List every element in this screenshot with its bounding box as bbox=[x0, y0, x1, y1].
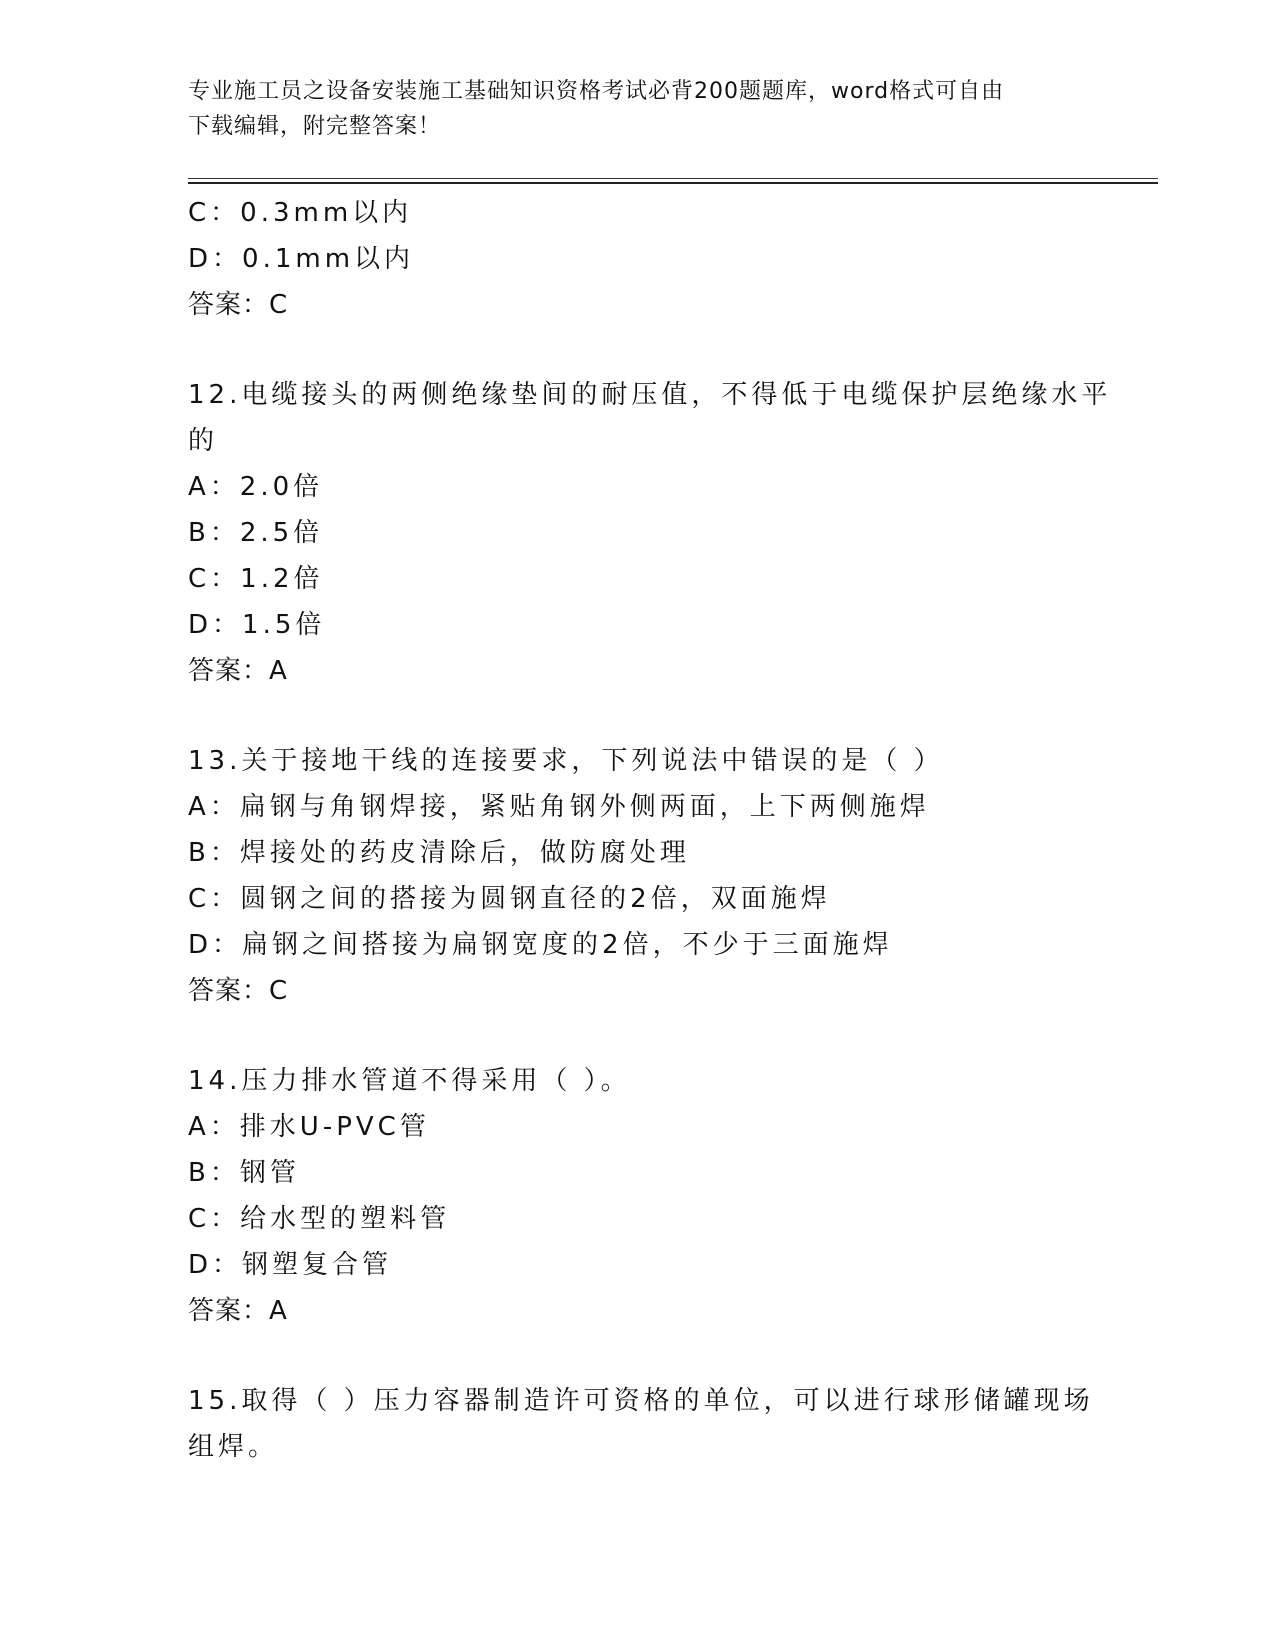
option-a: A：2.0倍 bbox=[188, 472, 324, 502]
answer: 答案：A bbox=[188, 1296, 288, 1326]
document-header bbox=[188, 74, 1088, 144]
option-c: C：给水型的塑料管 bbox=[188, 1204, 451, 1234]
option-c: C：0.3mm以内 bbox=[188, 198, 413, 228]
question-13 bbox=[188, 738, 1088, 1014]
question-stem-line-1: 15.取得（ ）压力容器制造许可资格的单位，可以进行球形储罐现场 bbox=[188, 1386, 1094, 1416]
option-a: A：排水U-PVC管 bbox=[188, 1112, 430, 1142]
option-d: D：扁钢之间搭接为扁钢宽度的2倍，不少于三面施焊 bbox=[188, 930, 893, 960]
option-d: D：0.1mm以内 bbox=[188, 244, 415, 274]
option-c: C：1.2倍 bbox=[188, 564, 324, 594]
question-stem-line-2: 的 bbox=[188, 426, 219, 456]
option-d: D：钢塑复合管 bbox=[188, 1250, 393, 1280]
question-stem-line-1: 12.电缆接头的两侧绝缘垫间的耐压值，不得低于电缆保护层绝缘水平 bbox=[188, 380, 1112, 410]
answer: 答案：C bbox=[188, 290, 289, 320]
option-a: A：扁钢与角钢焊接，紧贴角钢外侧两面，上下两侧施焊 bbox=[188, 792, 930, 822]
option-b: B：焊接处的药皮清除后，做防腐处理 bbox=[188, 838, 690, 868]
question-stem: 14.压力排水管道不得采用（ ）。 bbox=[188, 1066, 631, 1096]
question-14 bbox=[188, 1058, 1088, 1334]
question-stem: 13.关于接地干线的连接要求，下列说法中错误的是（ ） bbox=[188, 746, 944, 776]
question-list bbox=[188, 190, 1112, 1470]
header-title-line-2: 下载编辑，附完整答案！ bbox=[188, 114, 442, 139]
header-divider bbox=[188, 178, 1158, 179]
option-d: D：1.5倍 bbox=[188, 610, 326, 640]
header-divider-thick bbox=[188, 182, 1158, 184]
option-b: B：钢管 bbox=[188, 1158, 300, 1188]
header-title-line-1: 专业施工员之设备安装施工基础知识资格考试必背200题题库，word格式可自由 bbox=[188, 79, 1005, 104]
question-12 bbox=[188, 372, 1112, 694]
answer: 答案：A bbox=[188, 656, 288, 686]
question-15 bbox=[188, 1378, 1094, 1470]
answer: 答案：C bbox=[188, 976, 289, 1006]
question-stem-line-2: 组焊。 bbox=[188, 1432, 279, 1462]
option-c: C：圆钢之间的搭接为圆钢直径的2倍，双面施焊 bbox=[188, 884, 831, 914]
question-11 bbox=[188, 190, 1088, 328]
option-b: B：2.5倍 bbox=[188, 518, 324, 548]
